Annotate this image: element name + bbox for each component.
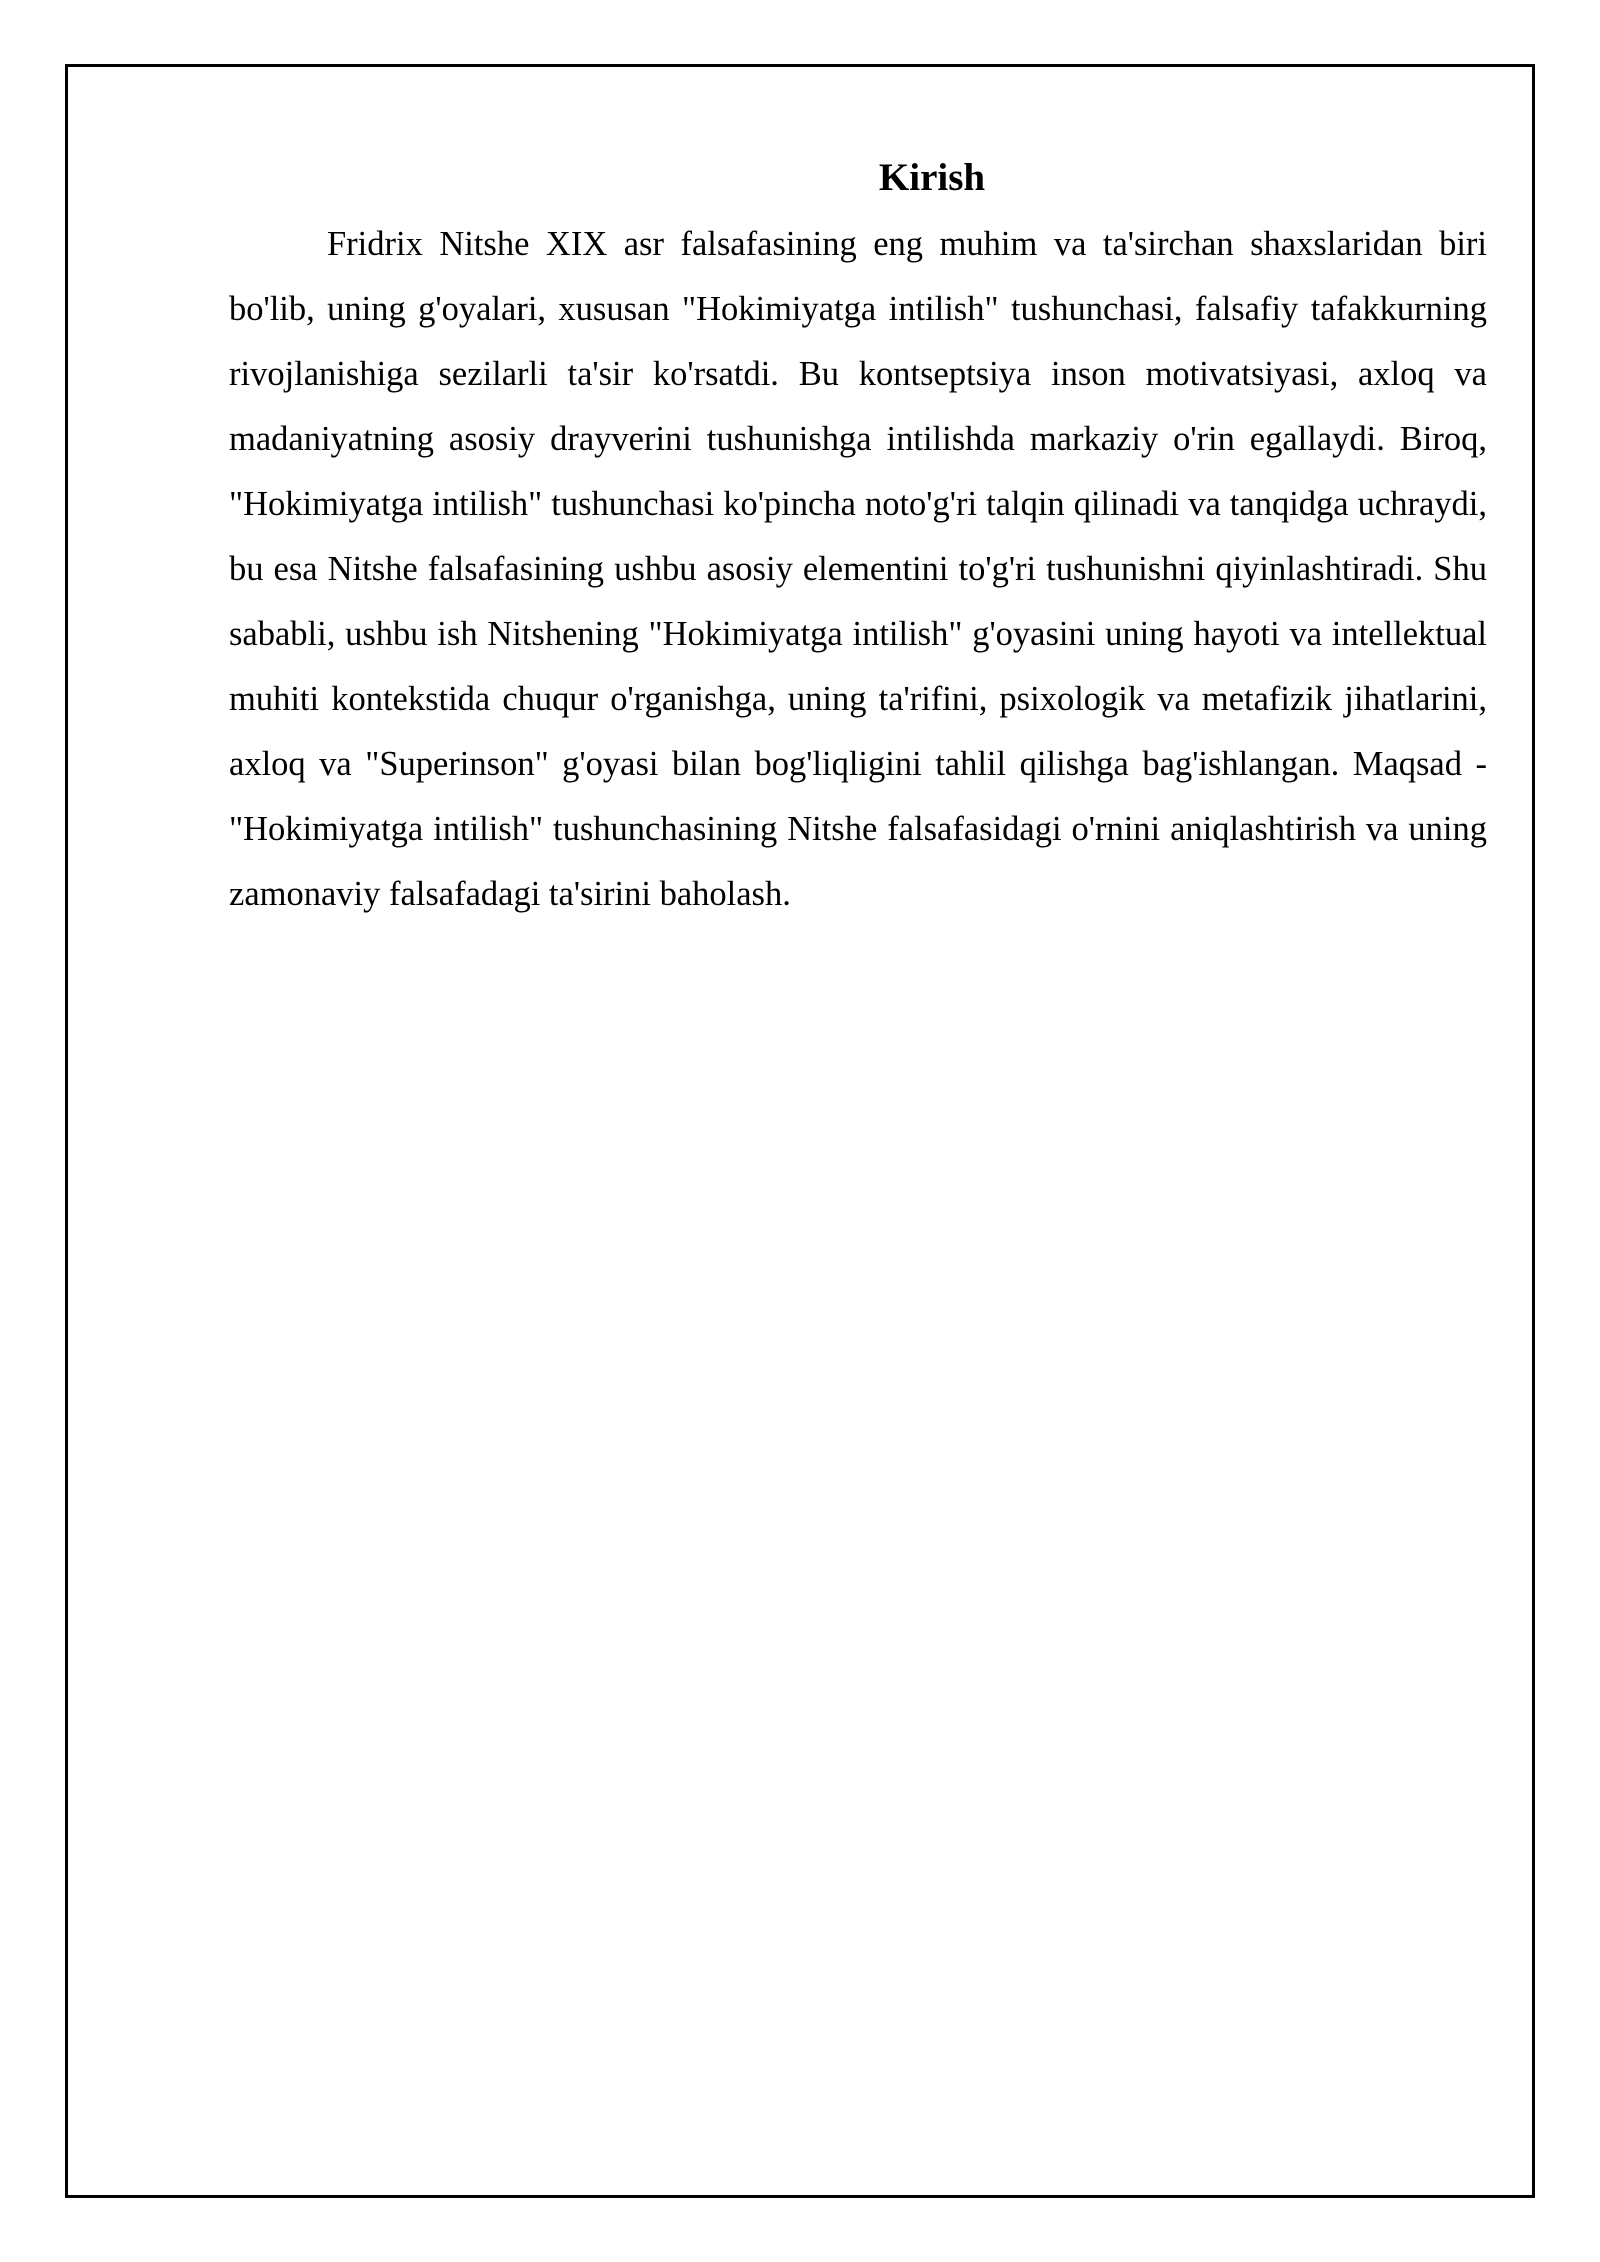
document-body: [229, 150, 1487, 927]
section-heading: Kirish: [878, 156, 986, 199]
body-paragraph: Fridrix Nitshe XIX asr falsafasining eng muhim va ta'sirchan shaxslaridan biri bo'lib, uning g'oyalari, xususan "Hokimiyatga intilish" tushunchasi, falsafiy tafakkurning rivojlanishiga sezilarli ta'sir ko'rsatdi. Bu kontseptsiya inson motivatsiyasi, axloq va madaniyatning asosiy drayverini tushunishga intilishda markaziy o'rin egallaydi. Biroq, "Hokimiyatga intilish" tushunchasi ko'pincha noto'g'ri talqin qilinadi va tanqidga uchraydi, bu esa Nitshe falsafasining ushbu asosiy elementini to'g'ri tushunishni qiyinlashtiradi. Shu sababli, ushbu ish Nitshening "Hokimiyatga intilish" g'oyasini uning hayoti va intellektual muhiti kontekstida chuqur o'rganishga, uning ta'rifini, psixologik va metafizik jihatlarini, axloq va "Superinson" g'oyasi bilan bog'liqligini tahlil qilishga bag'ishlangan. Maqsad - "Hokimiyatga intilish" tushunchasining Nitshe falsafasidagi o'rnini aniqlashtirish va uning zamonaviy falsafadagi ta'sirini baholash.: [229, 225, 1487, 913]
